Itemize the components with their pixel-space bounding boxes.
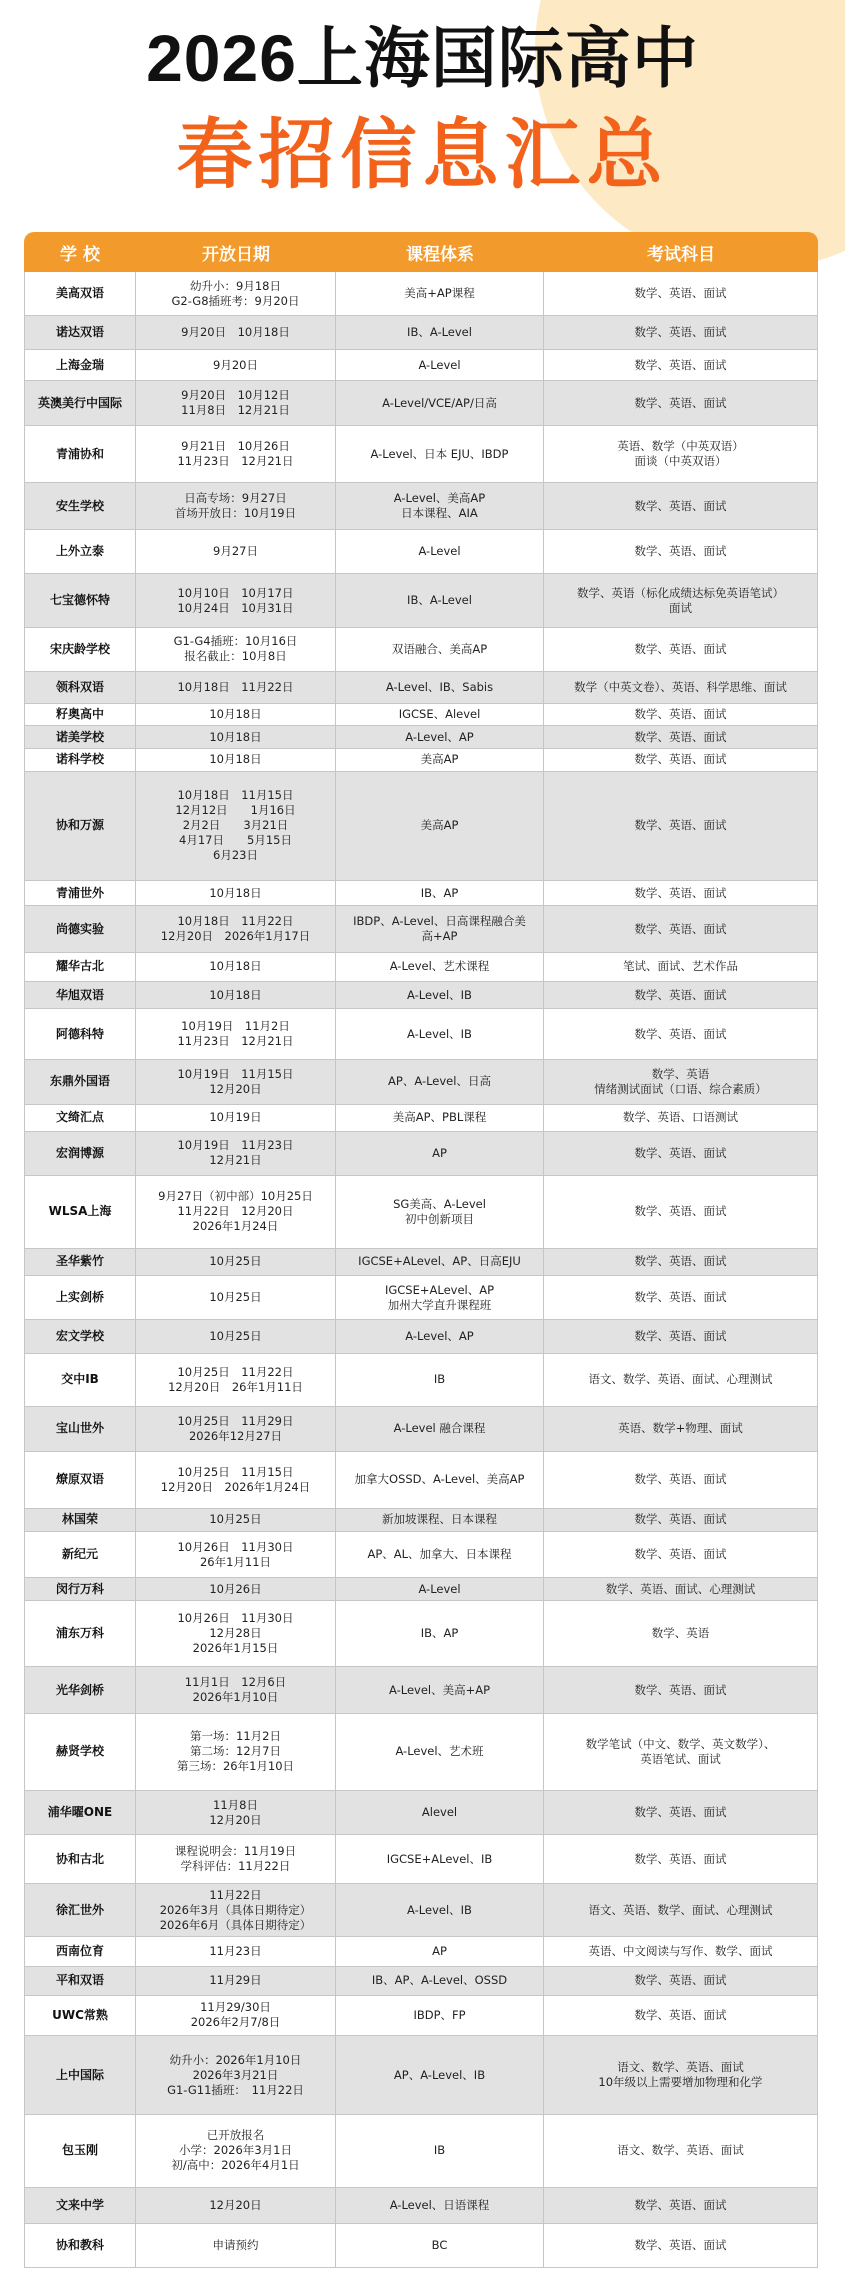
curriculum-cell: IB xyxy=(336,2115,544,2187)
open-dates-cell: 10月26日 11月30日 12月28日 2026年1月15日 xyxy=(136,1601,336,1666)
curriculum-cell: IB xyxy=(336,1354,544,1406)
school-cell: 上海金瑞 xyxy=(24,350,136,380)
curriculum-cell: AP、AL、加拿大、日本课程 xyxy=(336,1532,544,1578)
curriculum-cell: A-Level、艺术班 xyxy=(336,1714,544,1790)
exam-subjects-cell: 语文、数学、英语、面试、心理测试 xyxy=(544,1354,818,1406)
school-cell: 籽奥高中 xyxy=(24,704,136,726)
exam-subjects-cell: 数学、英语、面试 xyxy=(544,628,818,671)
school-cell: 上外立泰 xyxy=(24,530,136,573)
open-dates-cell: 幼升小：9月18日 G2-G8插班考：9月20日 xyxy=(136,272,336,315)
exam-subjects-cell: 数学、英语、面试 xyxy=(544,1249,818,1275)
curriculum-cell: IB、A-Level xyxy=(336,574,544,626)
curriculum-cell: A-Level、AP xyxy=(336,726,544,748)
exam-subjects-cell: 英语、中文阅读与写作、数学、面试 xyxy=(544,1937,818,1965)
table-row xyxy=(24,1714,818,1791)
exam-subjects-cell: 数学、英语、面试 xyxy=(544,1276,818,1319)
open-dates-cell: 10月18日 11月22日 12月20日 2026年1月17日 xyxy=(136,906,336,952)
open-dates-cell: 10月18日 xyxy=(136,982,336,1008)
school-cell: 林国荣 xyxy=(24,1509,136,1531)
table-row xyxy=(24,1060,818,1104)
exam-subjects-cell: 语文、数学、英语、面试 10年级以上需要增加物理和化学 xyxy=(544,2036,818,2114)
school-cell: 宏润博源 xyxy=(24,1132,136,1175)
open-dates-cell: 10月18日 11月15日 12月12日 1月16日 2月2日 3月21日 4月17日 5月15日 6月23日 xyxy=(136,772,336,881)
open-dates-cell: 第一场：11月2日 第二场：12月7日 第三场：26年1月10日 xyxy=(136,1714,336,1790)
header-school: 学 校 xyxy=(60,244,100,265)
school-cell: 青浦世外 xyxy=(24,881,136,905)
exam-subjects-cell: 数学、英语、口语测试 xyxy=(544,1105,818,1131)
table-row xyxy=(24,1354,818,1407)
exam-subjects-cell: 数学、英语、面试 xyxy=(544,2224,818,2267)
exam-subjects-cell: 数学、英语、面试 xyxy=(544,1835,818,1883)
table-row xyxy=(24,381,818,425)
school-cell: 宋庆龄学校 xyxy=(24,628,136,671)
curriculum-cell: BC xyxy=(336,2224,544,2267)
open-dates-cell: 10月25日 11月29日 2026年12月27日 xyxy=(136,1407,336,1450)
open-dates-cell: 已开放报名 小学：2026年3月1日 初/高中：2026年4月1日 xyxy=(136,2115,336,2187)
open-dates-cell: 10月25日 xyxy=(136,1249,336,1275)
exam-subjects-cell: 数学、英语、面试 xyxy=(544,530,818,573)
exam-subjects-cell: 数学、英语、面试 xyxy=(544,726,818,748)
open-dates-cell: 9月27日（初中部）10月25日 11月22日 12月20日 2026年1月24日 xyxy=(136,1176,336,1248)
school-cell: 协和古北 xyxy=(24,1835,136,1883)
open-dates-cell: 10月18日 xyxy=(136,881,336,905)
school-cell: 西南位育 xyxy=(24,1937,136,1965)
curriculum-cell: IBDP、A-Level、日高课程融合美 高+AP xyxy=(336,906,544,952)
curriculum-cell: AP、A-Level、IB xyxy=(336,2036,544,2114)
open-dates-cell: 11月22日 2026年3月（具体日期待定） 2026年6月（具体日期待定） xyxy=(136,1884,336,1936)
curriculum-cell: AP、A-Level、日高 xyxy=(336,1060,544,1103)
table-row xyxy=(24,628,818,672)
table-row xyxy=(24,1320,818,1354)
school-cell: WLSA上海 xyxy=(24,1176,136,1248)
curriculum-cell: AP xyxy=(336,1132,544,1175)
open-dates-cell: 10月18日 xyxy=(136,953,336,981)
curriculum-cell: 新加坡课程、日本课程 xyxy=(336,1509,544,1531)
header-open-dates: 开放日期 xyxy=(202,244,270,265)
exam-subjects-cell: 数学、英语、面试 xyxy=(544,1532,818,1578)
open-dates-cell: 10月25日 xyxy=(136,1320,336,1353)
curriculum-cell: A-Level 融合课程 xyxy=(336,1407,544,1450)
open-dates-cell: 9月20日 10月12日 11月8日 12月21日 xyxy=(136,381,336,424)
table-row xyxy=(24,726,818,749)
exam-subjects-cell: 数学、英语、面试 xyxy=(544,1320,818,1353)
school-cell: 交中IB xyxy=(24,1354,136,1406)
school-cell: 诺科学校 xyxy=(24,749,136,771)
exam-subjects-cell: 数学、英语、面试 xyxy=(544,1791,818,1834)
table-row xyxy=(24,1937,818,1966)
table-row xyxy=(24,1835,818,1884)
school-cell: 包玉刚 xyxy=(24,2115,136,2187)
exam-subjects-cell: 数学、英语、面试 xyxy=(544,881,818,905)
exam-subjects-cell: 数学、英语、面试 xyxy=(544,1452,818,1508)
open-dates-cell: 11月8日 12月20日 xyxy=(136,1791,336,1834)
table-row xyxy=(24,1791,818,1835)
curriculum-cell: A-Level、美高+AP xyxy=(336,1667,544,1713)
school-cell: 燎原双语 xyxy=(24,1452,136,1508)
table-row xyxy=(24,953,818,982)
table-row xyxy=(24,906,818,953)
curriculum-cell: Alevel xyxy=(336,1791,544,1834)
exam-subjects-cell: 数学、英语 情绪测试面试（口语、综合素质） xyxy=(544,1060,818,1103)
open-dates-cell: 9月27日 xyxy=(136,530,336,573)
exam-subjects-cell: 数学、英语、面试 xyxy=(544,2188,818,2223)
school-cell: 文绮汇点 xyxy=(24,1105,136,1131)
open-dates-cell: 申请预约 xyxy=(136,2224,336,2267)
open-dates-cell: 课程说明会：11月19日 学科评估：11月22日 xyxy=(136,1835,336,1883)
table-header-row xyxy=(24,232,818,272)
exam-subjects-cell: 笔试、面试、艺术作品 xyxy=(544,953,818,981)
school-cell: 青浦协和 xyxy=(24,426,136,482)
table-row xyxy=(24,1132,818,1176)
school-cell: 浦华曜ONE xyxy=(24,1791,136,1834)
exam-subjects-cell: 数学、英语、面试 xyxy=(544,272,818,315)
curriculum-cell: A-Level、IB xyxy=(336,982,544,1008)
curriculum-cell: A-Level、IB、Sabis xyxy=(336,672,544,702)
exam-subjects-cell: 数学、英语、面试 xyxy=(544,381,818,424)
open-dates-cell: 11月29日 xyxy=(136,1967,336,1995)
open-dates-cell: 10月18日 xyxy=(136,749,336,771)
open-dates-cell: 12月20日 xyxy=(136,2188,336,2223)
school-cell: 新纪元 xyxy=(24,1532,136,1578)
table-row xyxy=(24,1407,818,1451)
table-row xyxy=(24,574,818,627)
open-dates-cell: 10月25日 11月22日 12月20日 26年1月11日 xyxy=(136,1354,336,1406)
table-row xyxy=(24,1105,818,1132)
open-dates-cell: 10月18日 xyxy=(136,704,336,726)
school-cell: 赫贤学校 xyxy=(24,1714,136,1790)
exam-subjects-cell: 数学、英语、面试 xyxy=(544,772,818,881)
table-row xyxy=(24,749,818,772)
exam-subjects-cell: 英语、数学+物理、面试 xyxy=(544,1407,818,1450)
curriculum-cell: 美高+AP课程 xyxy=(336,272,544,315)
table-row xyxy=(24,483,818,530)
admissions-table xyxy=(24,232,818,2268)
table-row xyxy=(24,530,818,574)
curriculum-cell: A-Level、IB xyxy=(336,1009,544,1059)
curriculum-cell: A-Level、日语课程 xyxy=(336,2188,544,2223)
exam-subjects-cell: 英语、数学（中英双语） 面谈（中英双语） xyxy=(544,426,818,482)
school-cell: 闵行万科 xyxy=(24,1578,136,1600)
curriculum-cell: 加拿大OSSD、A-Level、美高AP xyxy=(336,1452,544,1508)
open-dates-cell: 10月26日 xyxy=(136,1578,336,1600)
exam-subjects-cell: 数学（中英文卷）、英语、科学思维、面试 xyxy=(544,672,818,702)
table-row xyxy=(24,672,818,703)
table-row xyxy=(24,2188,818,2224)
open-dates-cell: 幼升小：2026年1月10日 2026年3月21日 G1-G11插班： 11月22日 xyxy=(136,2036,336,2114)
school-cell: 圣华紫竹 xyxy=(24,1249,136,1275)
school-cell: UWC常熟 xyxy=(24,1996,136,2035)
table-row xyxy=(24,1452,818,1509)
table-row xyxy=(24,1009,818,1060)
curriculum-cell: IB、AP、A-Level、OSSD xyxy=(336,1967,544,1995)
table-row xyxy=(24,1667,818,1714)
school-cell: 平和双语 xyxy=(24,1967,136,1995)
header-exam-subjects: 考试科目 xyxy=(647,244,715,265)
exam-subjects-cell: 数学笔试（中文、数学、英文数学）、 英语笔试、面试 xyxy=(544,1714,818,1790)
curriculum-cell: A-Level/VCE/AP/日高 xyxy=(336,381,544,424)
table-row xyxy=(24,2036,818,2115)
curriculum-cell: AP xyxy=(336,1937,544,1965)
school-cell: 阿德科特 xyxy=(24,1009,136,1059)
open-dates-cell: 日高专场：9月27日 首场开放日：10月19日 xyxy=(136,483,336,529)
open-dates-cell: 10月19日 11月15日 12月20日 xyxy=(136,1060,336,1103)
exam-subjects-cell: 数学、英语、面试 xyxy=(544,1132,818,1175)
school-cell: 浦东万科 xyxy=(24,1601,136,1666)
open-dates-cell: 11月29/30日 2026年2月7/8日 xyxy=(136,1996,336,2035)
exam-subjects-cell: 数学、英语、面试 xyxy=(544,906,818,952)
school-cell: 美高双语 xyxy=(24,272,136,315)
exam-subjects-cell: 数学、英语、面试 xyxy=(544,1996,818,2035)
page-title: 2026上海国际高中 xyxy=(146,21,699,95)
curriculum-cell: A-Level xyxy=(336,350,544,380)
open-dates-cell: 10月26日 11月30日 26年1月11日 xyxy=(136,1532,336,1578)
curriculum-cell: IGCSE+ALevel、AP 加州大学直升课程班 xyxy=(336,1276,544,1319)
curriculum-cell: A-Level xyxy=(336,1578,544,1600)
curriculum-cell: A-Level、IB xyxy=(336,1884,544,1936)
exam-subjects-cell: 数学、英语、面试 xyxy=(544,1176,818,1248)
table-row xyxy=(24,881,818,906)
curriculum-cell: IB、AP xyxy=(336,881,544,905)
school-cell: 安生学校 xyxy=(24,483,136,529)
open-dates-cell: 10月19日 11月23日 12月21日 xyxy=(136,1132,336,1175)
curriculum-cell: A-Level xyxy=(336,530,544,573)
exam-subjects-cell: 数学、英语、面试 xyxy=(544,982,818,1008)
exam-subjects-cell: 数学、英语、面试 xyxy=(544,749,818,771)
school-cell: 徐汇世外 xyxy=(24,1884,136,1936)
curriculum-cell: IGCSE+ALevel、IB xyxy=(336,1835,544,1883)
curriculum-cell: 美高AP xyxy=(336,749,544,771)
exam-subjects-cell: 数学、英语、面试 xyxy=(544,1009,818,1059)
curriculum-cell: IB、AP xyxy=(336,1601,544,1666)
exam-subjects-cell: 数学、英语、面试 xyxy=(544,350,818,380)
table-row xyxy=(24,2224,818,2268)
curriculum-cell: IB、A-Level xyxy=(336,316,544,349)
school-cell: 上实剑桥 xyxy=(24,1276,136,1319)
curriculum-cell: IGCSE、Alevel xyxy=(336,704,544,726)
school-cell: 东鼎外国语 xyxy=(24,1060,136,1103)
table-row xyxy=(24,1578,818,1601)
open-dates-cell: G1-G4插班：10月16日 报名截止：10月8日 xyxy=(136,628,336,671)
exam-subjects-cell: 数学、英语、面试 xyxy=(544,316,818,349)
school-cell: 七宝德怀特 xyxy=(24,574,136,626)
exam-subjects-cell: 数学、英语、面试 xyxy=(544,1967,818,1995)
table-row xyxy=(24,982,818,1009)
table-row xyxy=(24,1967,818,1996)
header-curriculum: 课程体系 xyxy=(406,244,474,265)
page-subtitle: 春招信息汇总 xyxy=(176,113,669,198)
table-row xyxy=(24,1996,818,2036)
open-dates-cell: 9月20日 10月18日 xyxy=(136,316,336,349)
exam-subjects-cell: 数学、英语、面试 xyxy=(544,1667,818,1713)
curriculum-cell: 双语融合、美高AP xyxy=(336,628,544,671)
school-cell: 耀华古北 xyxy=(24,953,136,981)
school-cell: 诺美学校 xyxy=(24,726,136,748)
school-cell: 上中国际 xyxy=(24,2036,136,2114)
open-dates-cell: 10月10日 10月17日 10月24日 10月31日 xyxy=(136,574,336,626)
open-dates-cell: 10月19日 xyxy=(136,1105,336,1131)
exam-subjects-cell: 语文、数学、英语、面试 xyxy=(544,2115,818,2187)
table-row xyxy=(24,426,818,483)
table-row xyxy=(24,1176,818,1249)
open-dates-cell: 9月21日 10月26日 11月23日 12月21日 xyxy=(136,426,336,482)
open-dates-cell: 10月25日 11月15日 12月20日 2026年1月24日 xyxy=(136,1452,336,1508)
open-dates-cell: 10月25日 xyxy=(136,1509,336,1531)
school-cell: 文来中学 xyxy=(24,2188,136,2223)
curriculum-cell: 美高AP xyxy=(336,772,544,881)
school-cell: 协和教科 xyxy=(24,2224,136,2267)
curriculum-cell: SG美高、A-Level 初中创新项目 xyxy=(336,1176,544,1248)
table-row xyxy=(24,1601,818,1667)
table-row xyxy=(24,1249,818,1276)
open-dates-cell: 10月25日 xyxy=(136,1276,336,1319)
school-cell: 领科双语 xyxy=(24,672,136,702)
curriculum-cell: 美高AP、PBL课程 xyxy=(336,1105,544,1131)
open-dates-cell: 10月18日 xyxy=(136,726,336,748)
school-cell: 协和万源 xyxy=(24,772,136,881)
table-row xyxy=(24,1509,818,1532)
exam-subjects-cell: 数学、英语、面试、心理测试 xyxy=(544,1578,818,1600)
open-dates-cell: 11月1日 12月6日 2026年1月10日 xyxy=(136,1667,336,1713)
school-cell: 尚德实验 xyxy=(24,906,136,952)
open-dates-cell: 11月23日 xyxy=(136,1937,336,1965)
table-row xyxy=(24,1532,818,1579)
exam-subjects-cell: 数学、英语（标化成绩达标免英语笔试） 面试 xyxy=(544,574,818,626)
table-row xyxy=(24,272,818,316)
school-cell: 诺达双语 xyxy=(24,316,136,349)
exam-subjects-cell: 数学、英语、面试 xyxy=(544,704,818,726)
curriculum-cell: A-Level、AP xyxy=(336,1320,544,1353)
table-row xyxy=(24,316,818,350)
exam-subjects-cell: 数学、英语、面试 xyxy=(544,483,818,529)
curriculum-cell: A-Level、艺术课程 xyxy=(336,953,544,981)
table-row xyxy=(24,1276,818,1320)
open-dates-cell: 10月19日 11月2日 11月23日 12月21日 xyxy=(136,1009,336,1059)
exam-subjects-cell: 数学、英语 xyxy=(544,1601,818,1666)
school-cell: 华旭双语 xyxy=(24,982,136,1008)
school-cell: 宏文学校 xyxy=(24,1320,136,1353)
school-cell: 宝山世外 xyxy=(24,1407,136,1450)
curriculum-cell: IBDP、FP xyxy=(336,1996,544,2035)
exam-subjects-cell: 数学、英语、面试 xyxy=(544,1509,818,1531)
open-dates-cell: 10月18日 11月22日 xyxy=(136,672,336,702)
table-row xyxy=(24,1884,818,1937)
curriculum-cell: IGCSE+ALevel、AP、日高EJU xyxy=(336,1249,544,1275)
table-body xyxy=(24,272,818,2268)
exam-subjects-cell: 语文、英语、数学、面试、心理测试 xyxy=(544,1884,818,1936)
table-row xyxy=(24,2115,818,2188)
school-cell: 英澳美行中国际 xyxy=(24,381,136,424)
table-row xyxy=(24,704,818,727)
page-header xyxy=(0,0,845,232)
school-cell: 光华剑桥 xyxy=(24,1667,136,1713)
table-row xyxy=(24,350,818,381)
curriculum-cell: A-Level、日本 EJU、IBDP xyxy=(336,426,544,482)
curriculum-cell: A-Level、美高AP 日本课程、AIA xyxy=(336,483,544,529)
open-dates-cell: 9月20日 xyxy=(136,350,336,380)
table-row xyxy=(24,772,818,882)
